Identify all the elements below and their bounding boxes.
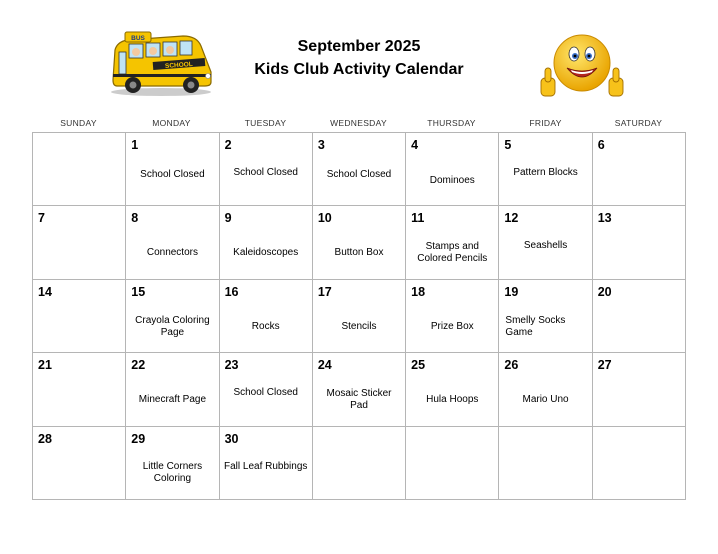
day-activity: Mario Uno	[522, 394, 569, 406]
day-activity: Minecraft Page	[138, 394, 207, 406]
weekday-label: MONDAY	[152, 118, 191, 128]
day-number: 26	[504, 358, 519, 373]
calendar-month-title: September 2025	[297, 38, 421, 55]
day-number: 6	[597, 138, 605, 152]
bus-sign-text: BUS	[131, 35, 145, 42]
calendar-day-cell	[406, 280, 499, 353]
calendar-day-cell	[406, 133, 499, 206]
day-number: 7	[38, 211, 45, 226]
weekday-label: WEDNESDAY	[330, 118, 387, 128]
day-activity: Seashells	[523, 240, 568, 252]
calendar-day-cell	[406, 353, 499, 426]
day-activity: Connectors	[146, 247, 198, 259]
day-number: 16	[224, 284, 239, 299]
calendar-day-cell	[126, 353, 219, 426]
calendar-subtitle: Kids Club Activity Calendar	[254, 61, 464, 78]
weekday-label: FRIDAY	[529, 118, 562, 128]
day-number: 17	[317, 284, 332, 299]
day-activity: School Closed	[140, 169, 205, 180]
day-activity: Prize Box	[430, 320, 474, 332]
day-number: 10	[317, 211, 332, 226]
calendar-day-cell	[499, 280, 592, 353]
day-number: 13	[597, 211, 612, 226]
day-activity: Mosaic Sticker Pad	[326, 388, 392, 412]
day-activity: Stamps and Colored Pencils	[417, 241, 488, 265]
day-number: 3	[317, 138, 325, 152]
day-number: 2	[224, 138, 232, 152]
day-number: 15	[131, 284, 146, 299]
weekday-label: SATURDAY	[614, 118, 663, 128]
calendar-day-cell	[313, 353, 406, 426]
day-number: 25	[411, 358, 426, 373]
calendar-day-cell	[593, 427, 686, 500]
day-activity: Kaleidoscopes	[233, 247, 299, 259]
calendar-day-cell	[126, 427, 219, 500]
calendar-day-cell	[593, 206, 686, 279]
calendar-day-cell	[499, 353, 592, 426]
day-number: 5	[504, 138, 512, 152]
day-number: 24	[317, 358, 332, 373]
day-number: 18	[411, 284, 426, 299]
day-number: 30	[224, 431, 239, 446]
day-activity: Stencils	[341, 320, 377, 332]
day-number: 20	[597, 284, 612, 299]
bus-school-text: SCHOOL	[164, 61, 194, 70]
day-number: 29	[131, 431, 146, 446]
calendar-day-cell	[593, 133, 686, 206]
calendar-day-cell	[126, 206, 219, 279]
day-number: 12	[504, 211, 519, 226]
day-activity: Rocks	[251, 320, 280, 332]
calendar-day-cell	[220, 206, 313, 279]
calendar-day-cell	[313, 133, 406, 206]
calendar-day-cell	[126, 133, 219, 206]
calendar-day-cell	[313, 206, 406, 279]
calendar-day-cell	[33, 353, 126, 426]
day-number: 21	[38, 358, 52, 373]
calendar-day-cell	[499, 427, 592, 500]
weekday-label: SUNDAY	[60, 118, 97, 128]
calendar-day-cell	[499, 206, 592, 279]
calendar-day-cell	[220, 133, 313, 206]
day-number: 14	[38, 284, 52, 299]
day-activity: Button Box	[334, 247, 384, 259]
day-number: 11	[411, 211, 425, 226]
calendar-day-cell	[313, 280, 406, 353]
day-number: 8	[131, 211, 139, 226]
calendar-day-cell	[33, 280, 126, 353]
calendar-day-cell	[220, 427, 313, 500]
day-number: 23	[224, 358, 239, 373]
day-number: 1	[131, 138, 139, 152]
day-number: 22	[131, 358, 146, 373]
calendar-day-cell	[220, 353, 313, 426]
day-number: 19	[504, 284, 519, 299]
day-activity: School Closed	[233, 167, 298, 178]
day-activity: Little Corners Coloring	[142, 460, 203, 484]
day-activity: Hula Hoops	[426, 394, 479, 406]
calendar-day-cell	[499, 133, 592, 206]
weekday-label: THURSDAY	[427, 118, 476, 128]
thumbs-up-smiley-icon	[537, 30, 627, 104]
day-activity: Smelly Socks Game	[505, 314, 566, 338]
day-activity: School Closed	[326, 169, 392, 180]
day-number: 28	[38, 431, 52, 446]
calendar-day-cell	[313, 427, 406, 500]
school-bus-icon	[105, 30, 217, 96]
day-activity: Fall Leaf Rubbings	[224, 460, 308, 472]
calendar-day-cell	[593, 280, 686, 353]
calendar-day-cell	[406, 427, 499, 500]
calendar-grid	[32, 132, 686, 500]
weekday-label: TUESDAY	[244, 118, 287, 128]
day-activity: Pattern Blocks	[513, 167, 578, 178]
calendar-day-cell	[406, 206, 499, 279]
day-number: 27	[597, 358, 612, 373]
calendar-day-cell	[33, 206, 126, 279]
calendar-day-cell	[33, 427, 126, 500]
calendar-day-cell	[220, 280, 313, 353]
day-number: 4	[411, 138, 419, 152]
day-activity: Dominoes	[429, 175, 475, 186]
calendar-day-cell	[33, 133, 126, 206]
calendar-day-cell	[593, 353, 686, 426]
day-activity: Crayola Coloring Page	[135, 314, 210, 338]
calendar-day-cell	[126, 280, 219, 353]
day-number: 9	[224, 211, 232, 226]
day-activity: School Closed	[233, 387, 298, 399]
